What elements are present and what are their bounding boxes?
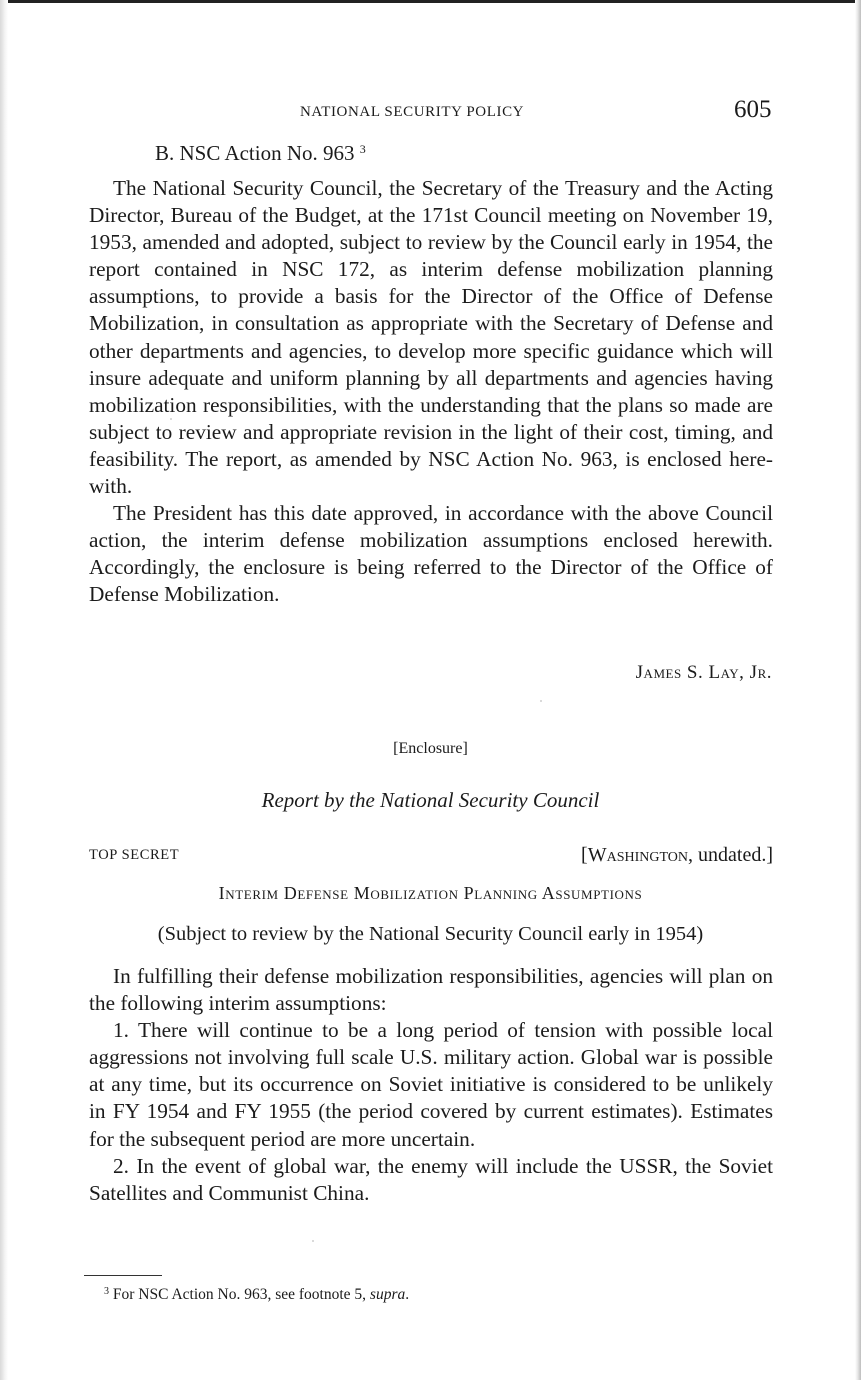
footnote-rule	[84, 1275, 162, 1276]
section-heading	[155, 141, 366, 166]
footnote-reference: 3	[359, 142, 366, 156]
scan-speck	[312, 1240, 314, 1242]
document-heading: Interim Defense Mobilization Planning Assumptions	[218, 883, 643, 903]
footnote-marker: 3	[104, 1286, 109, 1297]
report-title: Report by the National Security Council	[261, 788, 600, 812]
section-heading-text: B. NSC Action No. 963	[155, 141, 355, 165]
location-date: [Washington, undated.]	[581, 844, 773, 866]
location-city: Washington	[587, 844, 689, 866]
running-header-title: NATIONAL SECURITY POLICY	[300, 104, 525, 120]
classification-marking: TOP SECRET	[89, 847, 180, 863]
section-paragraph: The National Security Council, the Secretary of the Treasury and the Acting Director, Bureau of the Budget, at the 171st Council meeting on November 19, 1953, amended and adopted, subject to review by the Council early in 1954, the report contained in NSC 172, as interim defense mobilization planning assumptions, to provide a basis for the Director of the Office of Defense Mobilization, in consultation as appropriate with the Secretary of Defense and other departments and agencies, to develop more specific guidance which will insure adequate and uniform planning by all departments and agencies having mobilization responsibilities, with the understanding that the plans so made are subject to review and appropriate revision in the light of their cost, timing, and feasibility. The report, as amended by NSC Action No. 963, is enclosed herewith.	[89, 176, 773, 499]
section-body	[89, 175, 773, 609]
page-left-edge	[0, 0, 8, 1380]
enclosure-paragraph: In fulfilling their defense mobilization responsibilities, agencies will plan on the following interim assumptions:	[89, 964, 773, 1016]
section-paragraph: The President has this date approved, in accordance with the above Council action, the interim defense mobilization assumptions enclosed herewith. Accordingly, the enclosure is being referred to the Director of the Office of Defense Mobilization.	[89, 501, 773, 607]
enclosure-paragraph: 2. In the event of global war, the enemy will include the USSR, the Soviet Satellites and Communist China.	[89, 1153, 773, 1205]
enclosure-label: [Enclosure]	[393, 740, 468, 757]
scan-speck	[540, 700, 542, 702]
page-top-border	[0, 0, 861, 3]
scan-speck	[170, 418, 172, 420]
footnote: $^3$ For NSC Action No. 963, see footnote 5, supra.	[104, 1286, 410, 1303]
page-right-edge	[855, 0, 861, 1380]
signature: James S. Lay, Jr.	[635, 662, 772, 683]
page-number: 605	[734, 96, 772, 123]
enclosure-body	[89, 963, 773, 1207]
enclosure-paragraph: 1. There will continue to be a long period of tension with possible local aggressions not involving full scale U.S. military action. Global war is possible at any time, but its occurrence on Soviet initiative is considered to be unlikely in FY 1954 and FY 1955 (the period covered by current estimates). Estimates for the subsequent period are more uncertain.	[89, 1018, 773, 1151]
document-subtitle: (Subject to review by the National Security Council early in 1954)	[157, 923, 704, 945]
